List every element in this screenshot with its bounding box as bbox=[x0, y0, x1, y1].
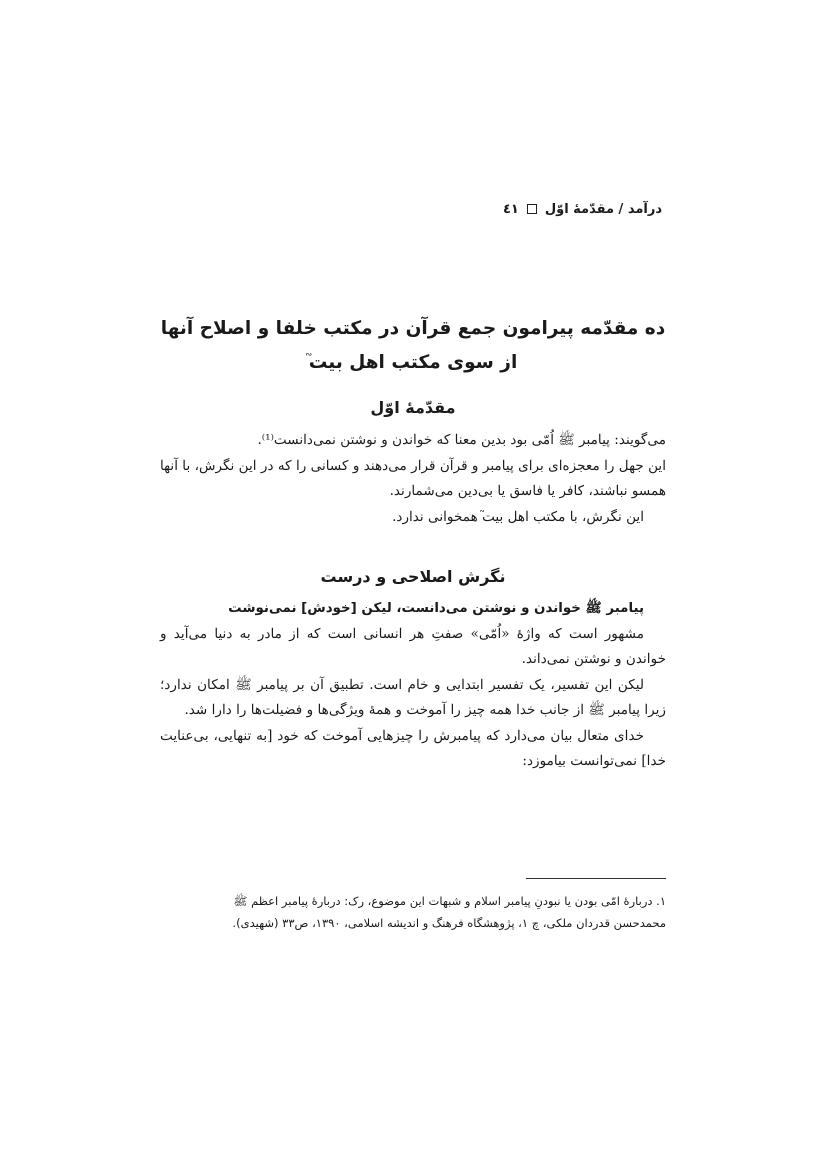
paragraph: می‌گویند: پیامبر ﷺ اُمّی بود بدین معنا که خواندن و نوشتن نمی‌دانست⁽¹⁾. bbox=[257, 432, 666, 448]
square-bullet-icon bbox=[527, 204, 537, 214]
paragraph: خدای متعال بیان می‌دارد که پیامبرش را چیزهایی آموخت که خود [به تنهایی، بی‌عنایت خدا] نمی‌توانست بیاموزد: bbox=[160, 727, 666, 769]
footnote-line-1: ١. دربارۀ امّی بودن یا نبودنِ پیامبر اسلام و شبهات این موضوع، رک: دربارۀ پیامبر اعظم ﷺ bbox=[233, 894, 666, 908]
chapter-title bbox=[140, 312, 686, 380]
footnote bbox=[160, 890, 666, 934]
chapter-title-line-1: ده مقدّمه پیرامون جمع قرآن در مکتب خلفا و اصلاح آنها bbox=[160, 318, 666, 339]
page-number: ٤١ bbox=[502, 201, 519, 217]
footnote-line-2: محمدحسن قدردان ملکی، چ ١، پژوهشگاه فرهنگ و اندیشه اسلامی، ١٣٩٠، ص٣٣ (شهیدی). bbox=[232, 916, 666, 930]
section-heading-corrective-view: نگرش اصلاحی و درست bbox=[320, 567, 506, 586]
section-2-body bbox=[160, 596, 666, 775]
section-heading-first-introduction: مقدّمۀ اوّل bbox=[370, 398, 456, 417]
subheading: پیامبر ﷺ خواندن و نوشتن می‌دانست، لیکن [خودش] نمی‌نوشت bbox=[228, 601, 644, 616]
footnote-divider bbox=[526, 878, 666, 879]
header-section-title: درآمد / مقدّمۀ اوّل bbox=[544, 201, 662, 217]
section-1-body bbox=[160, 428, 666, 530]
running-header bbox=[172, 198, 662, 220]
paragraph: این نگرش، با مکتب اهل بیت֘ همخوانی ندارد. bbox=[392, 508, 644, 525]
paragraph: مشهور است که واژۀ «اُمّی» صفتِ هر انسانی است که از مادر به دنیا می‌آید و خواندن و نوشتن نمی‌داند. bbox=[160, 625, 666, 667]
chapter-title-line-2: از سوی مکتب اهل بیت֘ bbox=[308, 352, 518, 373]
paragraph: این جهل را معجزه‌ای برای پیامبر و قرآن قرار می‌دهند و کسانی را که در این نگرش، با آنها همسو نباشند، کافر یا فاسق یا بی‌دین می‌شمارند. bbox=[160, 457, 666, 499]
paragraph: لیکن این تفسیر، یک تفسیر ابتدایی و خام است. تطبیق آن بر پیامبر ﷺ امکان ندارد؛ زیرا پیامبر ﷺ از جانب خدا همه چیز را آموخت و همۀ ویژگی‌ها و فضیلت‌ها را دارا شد. bbox=[160, 676, 666, 718]
